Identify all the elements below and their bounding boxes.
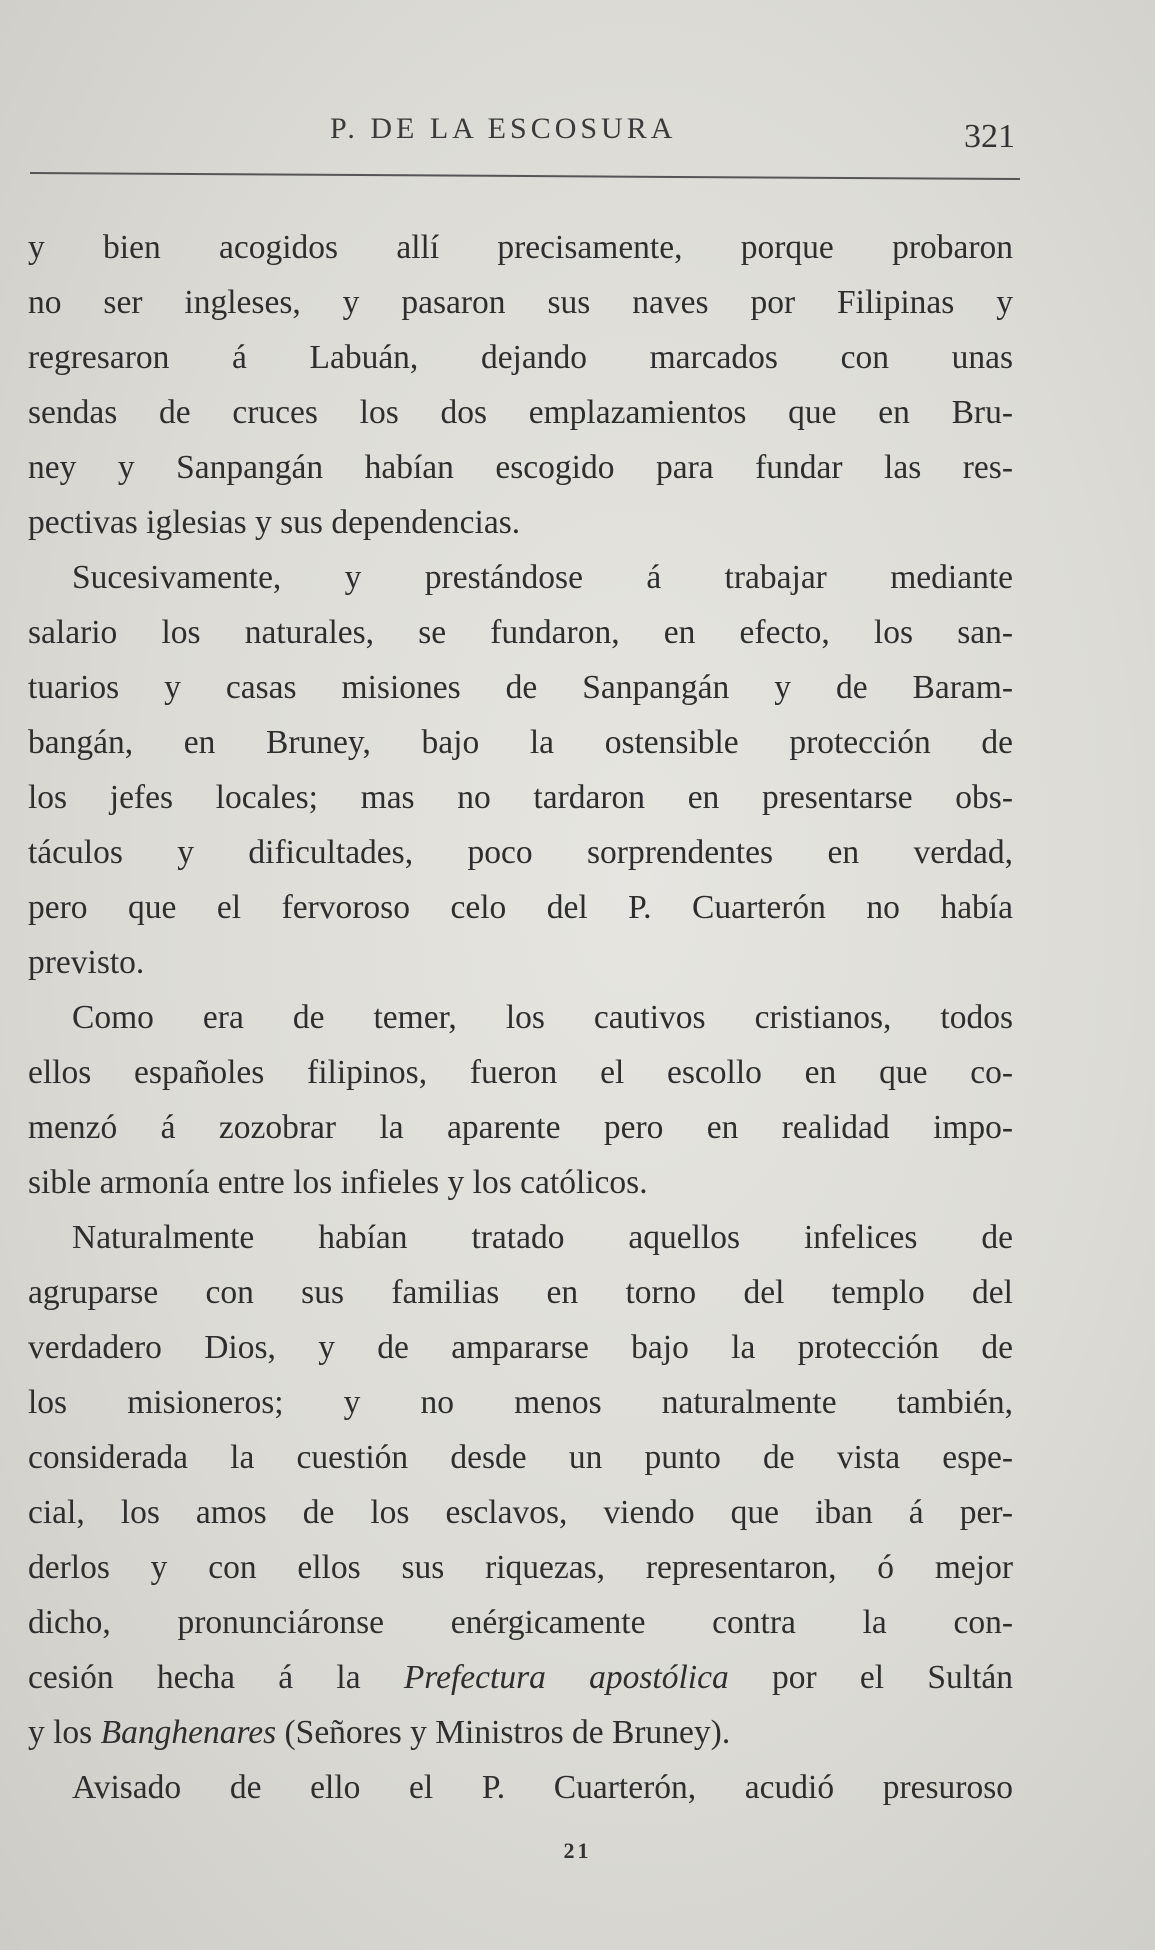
text-line-with-italic [28,1705,1013,1760]
text-line: menzó á zozobrar la aparente pero en realidad impo- [28,1109,1013,1146]
page-number: 321 [964,118,1015,155]
text-line: previsto. [28,944,145,981]
text-run: por el Sultán [728,1659,1013,1696]
text-line: los misioneros; y no menos naturalmente también, [28,1384,1013,1421]
paragraph-start-line: Naturalmente habían tratado aquellos infelices de [72,1219,1013,1256]
text-line: verdadero Dios, y de ampararse bajo la protección de [28,1329,1013,1366]
paragraph-start-line: Como era de temer, los cautivos cristianos, todos [72,999,1013,1036]
text-line: bangán, en Bruney, bajo la ostensible protección de [28,724,1013,761]
text-line: no ser ingleses, y pasaron sus naves por Filipinas y [28,284,1013,321]
text-line: dicho, pronunciáronse enérgicamente contra la con- [28,1604,1013,1641]
text-line: pectivas iglesias y sus dependencias. [28,504,521,541]
text-run: y los [28,1714,101,1751]
text-line: táculos y dificultades, poco sorprendentes en verdad, [28,834,1013,871]
italic-run: Prefectura apostólica [403,1659,729,1696]
text-line: sendas de cruces los dos emplazamientos que en Bru- [28,394,1013,431]
body-text [28,220,1013,1815]
text-line: tuarios y casas misiones de Sanpangán y de Baram- [28,669,1013,706]
text-line: regresaron á Labuán, dejando marcados con unas [28,339,1013,376]
signature-mark: 21 [563,1838,592,1863]
text-line: cial, los amos de los esclavos, viendo que iban á per- [28,1494,1013,1531]
text-line: ellos españoles filipinos, fueron el escollo en que co- [28,1054,1013,1091]
text-line: los jefes locales; mas no tardaron en presentarse obs- [28,779,1013,816]
text-line: ney y Sanpangán habían escogido para fundar las res- [28,449,1013,486]
text-line-with-italic [28,1650,1013,1705]
text-line: y bien acogidos allí precisamente, porque probaron [28,229,1013,266]
italic-run: Banghenares [100,1714,277,1751]
text-line: sible armonía entre los infieles y los católicos. [28,1164,648,1201]
paragraph-start-line: Avisado de ello el P. Cuarterón, acudió presuroso [72,1769,1013,1806]
text-line: considerada la cuestión desde un punto de vista espe- [28,1439,1013,1476]
text-line: pero que el fervoroso celo del P. Cuarterón no había [28,889,1013,926]
text-run: (Señores y Ministros de Bruney). [276,1714,731,1751]
text-run: cesión hecha á la [28,1659,404,1696]
page-header [30,112,1020,182]
paragraph-start-line: Sucesivamente, y prestándose á trabajar mediante [72,559,1013,596]
text-line: agruparse con sus familias en torno del templo del [28,1274,1013,1311]
header-rule [30,172,1020,180]
text-line: salario los naturales, se fundaron, en efecto, los san- [28,614,1013,651]
text-line: derlos y con ellos sus riquezas, representaron, ó mejor [28,1549,1013,1586]
running-head: P. DE LA ESCOSURA [330,112,677,145]
